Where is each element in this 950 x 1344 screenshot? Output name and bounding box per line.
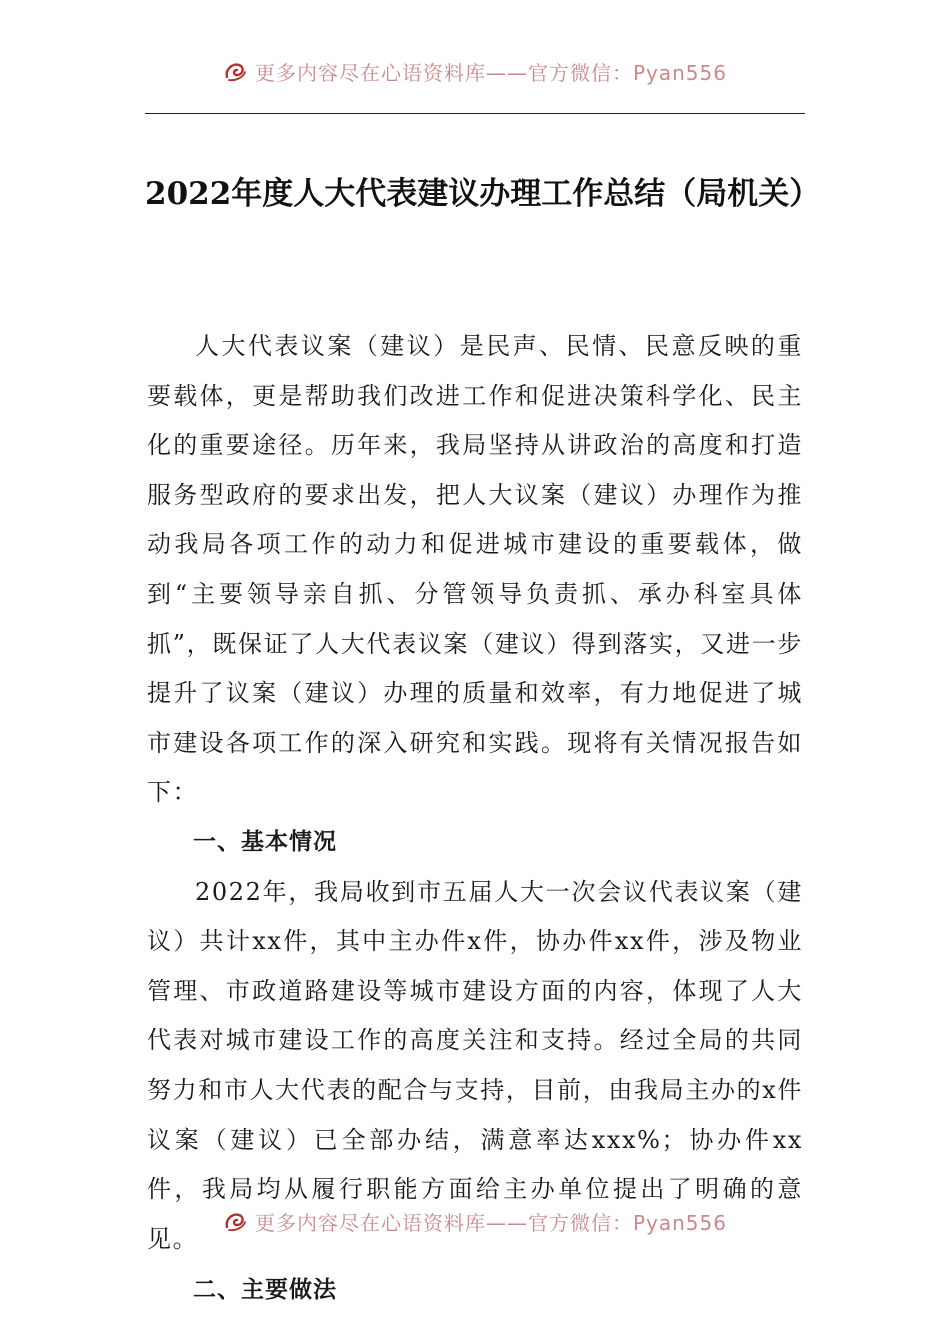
section-heading-basic: 一、基本情况 <box>193 828 337 855</box>
header-watermark <box>0 56 950 86</box>
watermark-text: 更多内容尽在心语资料库——官方微信：Pyan556 <box>254 1210 727 1235</box>
footer-watermark <box>0 1206 950 1236</box>
document-title: 2022年度人大代表建议办理工作总结（局机关） <box>145 176 821 212</box>
watermark-text: 更多内容尽在心语资料库——官方微信：Pyan556 <box>254 60 727 85</box>
paragraph-basic-situation: 2022年，我局收到市五届人大一次会议代表议案（建议）共计xx件，其中主办件x件，协办件xx件，涉及物业管理、市政道路建设等城市建设方面的内容，体现了人大代表对城市建设工作的高度关注和支持。经过全局的共同努力和市人大代表的配合与支持，目前，由我局主办的x件议案（建议）已全部办结，满意率达xxx%；协办件xx件，我局均从履行职能方面给主办单位提出了明确的意见。 <box>147 877 803 1253</box>
header-rule <box>145 113 805 114</box>
swirl-logo-icon <box>223 59 247 83</box>
swirl-logo-icon <box>223 1209 247 1233</box>
section-heading-methods: 二、主要做法 <box>193 1277 337 1304</box>
paragraph-intro: 人大代表议案（建议）是民声、民情、民意反映的重要载体，更是帮助我们改进工作和促进决策科学化、民主化的重要途径。历年来，我局坚持从讲政治的高度和打造服务型政府的要求出发，把人大议案（建议）办理作为推动我局各项工作的动力和促进城市建设的重要载体，做到“主要领导亲自抓、分管领导负责抓、承办科室具体抓”，既保证了人大代表议案（建议）得到落实，又进一步提升了议案（建议）办理的质量和效率，有力地促进了城市建设各项工作的深入研究和实践。现将有关情况报告如下： <box>147 332 803 807</box>
document-body <box>147 322 803 1316</box>
